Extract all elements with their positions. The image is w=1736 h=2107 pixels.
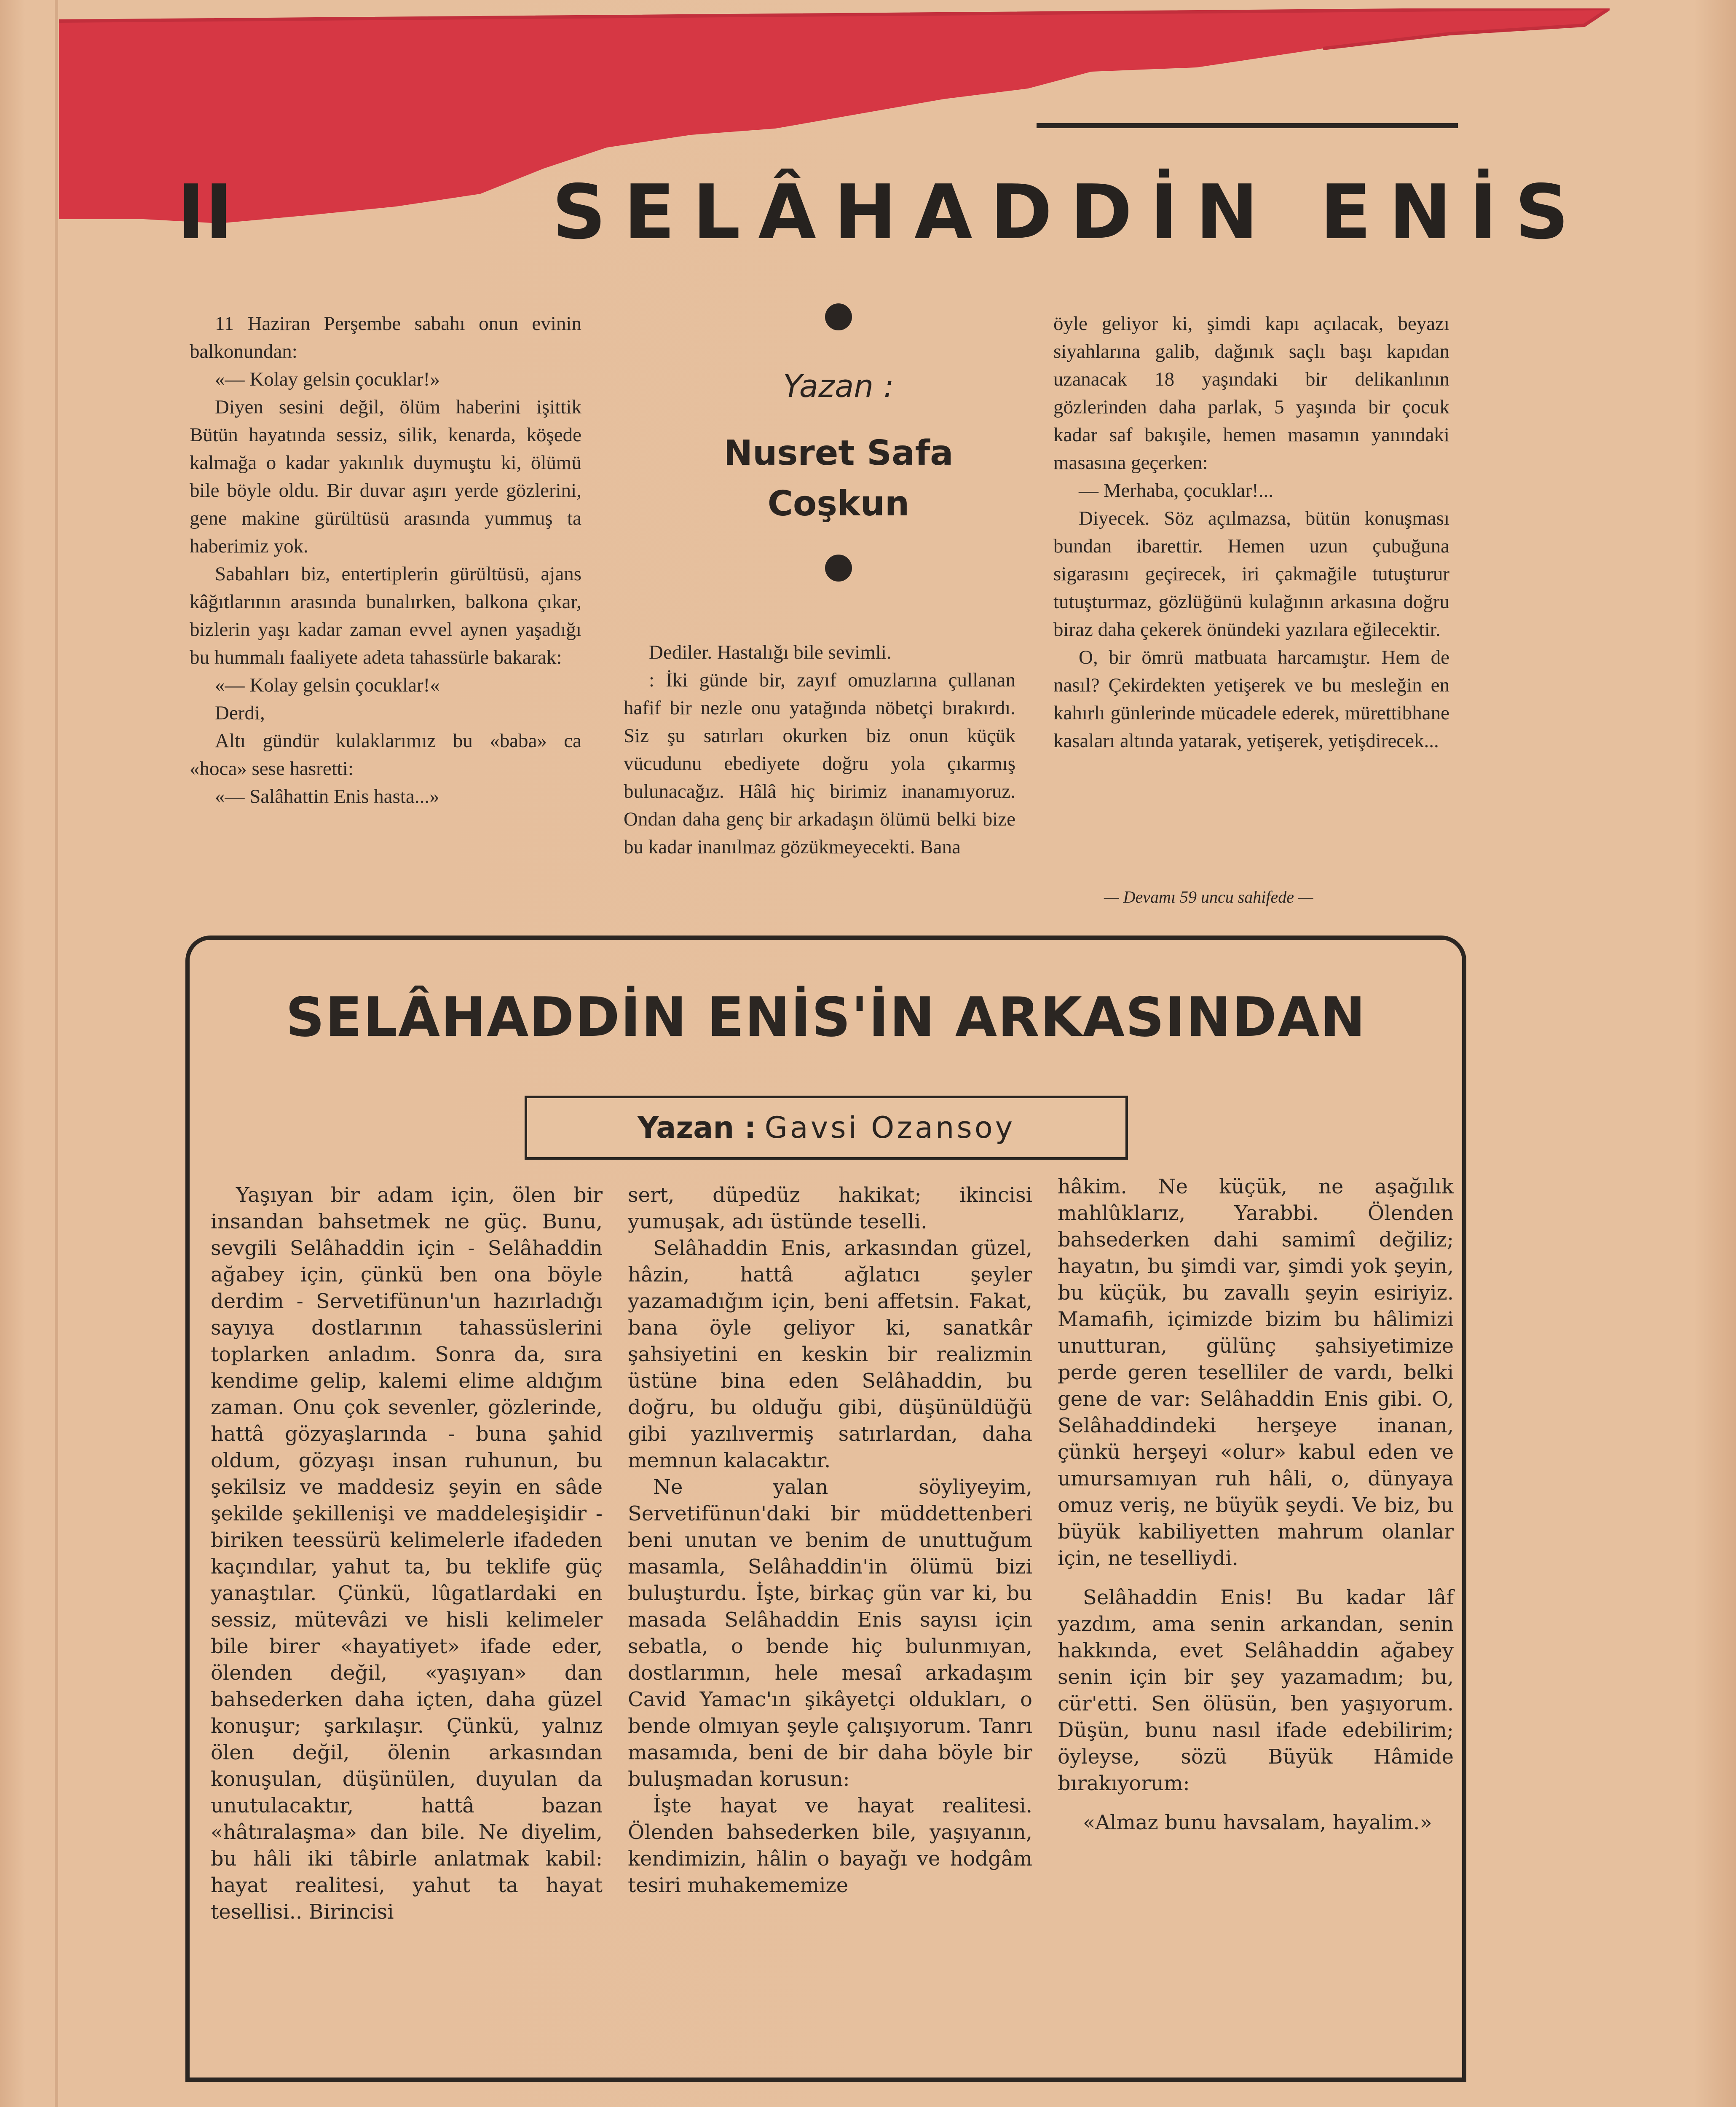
continued-note: — Devamı 59 uncu sahifede —: [1104, 887, 1313, 906]
article1-paragraph: 11 Haziran Perşembe sabahı onun evinin balkonundan:: [190, 313, 581, 362]
masthead-title: SELÂHADDİN ENİS: [552, 169, 1587, 256]
author-name-line2: Coşkun: [767, 484, 910, 524]
article1-paragraph: Derdi,: [215, 702, 265, 724]
author-name-line1: Nusret Safa: [723, 433, 954, 473]
article2-paragraph: Ne yalan söyliyeyim, Servetifünun'daki bir müddettenberi beni unutan ve benim de unuttuğum masamla, Selâhaddin'in ölümü bizi buluşturdu. İşte, birkaç gün var ki, bu masada Selâhaddin Enis sayısı için sebatla, o bende hiç bulunmıyan, dostlarımın, hele mesaî arkadaşım Cavid Yamac'ın şikâyetçi oldukları, o bende olmıyan şeyle çalışıyorum. Tanrı masamıda, beni de bir daha böyle bir buluşmadan korusun:: [628, 1475, 1032, 1791]
author-name: Gavsi Ozansoy: [764, 1110, 1015, 1145]
bullet-dot-icon: [825, 303, 852, 330]
article1-paragraph: O, bir ömrü matbuata harcamıştır. Hem de nasıl? Çekirdekten yetişerek ve bu mesleğin en kahırlı günlerinde mücadele ederek, mürettibhane kasaları altında yatarak, yetişerek, yetişdirecek...: [1053, 646, 1449, 752]
bullet-dot-icon: [825, 555, 852, 582]
article1-column2: [624, 638, 1015, 861]
article1-paragraph: : İki günde bir, zayıf omuzlarına çullanan hafif bir nezle onu yatağında nöbetçi bırakırdı. Siz şu satırları okurken biz onun küçük vücudunu ebediyete doğru yola çıkarmış bulunacağız. Hâlâ hiç birimiz inanamıyoruz. Ondan daha genç bir arkadaşın ölümü belki bize bu kadar inanılmaz gözükmeyecekti. Bana: [624, 669, 1015, 858]
article1-paragraph: Altı gündür kulaklarımız bu «baba» ca «hoca» sese hasretti:: [190, 730, 581, 780]
article2-paragraph: İşte hayat ve hayat realitesi. Ölenden bahsederken bile, yaşıyanın, kendimizin, hâlin o bayağı ve hodgâm tesiri muhakememize: [628, 1794, 1032, 1897]
article1-paragraph: Sabahları biz, entertiplerin gürültüsü, ajans kâğıtlarının arasında bunalırken, balkona çıkar, bizlerin yaşı kadar zaman evvel aynen yaşadığı bu hummalı faaliyete adeta tahassürle bakarak:: [190, 563, 581, 668]
byline-label: Yazan :: [783, 368, 894, 405]
article1-column1: [190, 310, 581, 810]
masthead-fragment: II: [177, 169, 233, 256]
article2-paragraph: Selâhaddin Enis! Bu kadar lâf yazdım, ama senin arkandan, senin hakkında, evet Selâhaddin ağabey senin için bir şey yazamadım; bu, cür'etti. Sen ölüsün, ben yaşıyorum. Düşün, bunu nasıl ifade edebilirim; öyleyse, sözü Büyük Hâmide bırakıyorum:: [1058, 1586, 1454, 1795]
top-rule: [1037, 123, 1458, 128]
article2-column1: [211, 1182, 603, 1925]
article1-paragraph: «— Kolay gelsin çocuklar!»: [215, 368, 440, 390]
article2-column3: [1058, 1174, 1454, 1836]
article2-column2: [628, 1182, 1032, 1899]
article1-paragraph: — Merhaba, çocuklar!...: [1079, 480, 1273, 501]
article1-paragraph: «— Kolay gelsin çocuklar!«: [215, 674, 440, 696]
article1-paragraph: Diyen sesini değil, ölüm haberini işittik Bütün hayatında sessiz, silik, kenarda, köşede kalmağa o kadar yakınlık duymuştu ki, ölümü bile böyle oldu. Bir duvar aşırı yerde gözlerini, gene makine gürültüsü arasında yummuş ta haberimiz yok.: [190, 396, 581, 557]
article2-paragraph: «Almaz bunu havsalam, hayalim.»: [1083, 1811, 1432, 1834]
article1-byline: [649, 303, 1028, 582]
article1-paragraph: «— Salâhattin Enis hasta...»: [215, 785, 439, 807]
page-fold: [55, 0, 58, 2107]
article2-paragraph: Selâhaddin Enis, arkasından güzel, hâzin, hattâ ağlatıcı şeyler yazamadığım için, beni affetsin. Fakat, bana öyle geliyor ki, sanatkâr şahsiyetini en keskin bir realizmin üstüne bina eden Selâhaddin, bu doğru, bu olduğu gibi, düşünüldüğü gibi yazılıvermiş satırlardan, daha memnun kalacaktır.: [628, 1236, 1032, 1472]
article2-paragraph: Yaşıyan bir adam için, ölen bir insandan bahsetmek ne güç. Bunu, sevgili Selâhaddin için - Selâhaddin ağabey için, çünkü ben ona böyle derdim - Servetifünun'un hazırladığı sayıya dostlarının tahassüslerini toplarken anladım. Sonra da, sıra kendime gelip, kalemi elime aldığım zaman. Onu çok sevenler, gözlerinde, hattâ gözyaşlarında - buna şahid oldum, gözyaşı insan ruhunun, bu şekilsiz ve maddesiz şeyin en sâde şekilde şekillenişi ve maddeleşişidir - biriken teessürü kelimelerle ifadeden kaçındılar, yahut ta, bu teklife güç yanaştılar. Çünkü, lûgatlardaki en sessiz, mütevâzi ve hisli kelimeler bile birer «hayatiyet» ifade eder, ölenden değil, «yaşıyan» dan bahsederken daha içten, daha güzel konuşur; şarkılaşır. Çünkü, yalnız ölen değil, ölenin arkasından konuşulan, düşünülen, duyulan da unutulacaktır, hattâ bazan «hâtıralaşma» dan bile. Ne diyelim, bu hâli iki tâbirle anlatmak kabil: hayat realitesi, yahut ta hayat tesellisi.. Birincisi: [211, 1183, 603, 1924]
article2-title: SELÂHADDİN ENİS'İN ARKASINDAN: [285, 986, 1366, 1049]
article2-paragraph: sert, düpedüz hakikat; ikincisi yumuşak, adı üstünde teselli.: [628, 1183, 1032, 1233]
article1-paragraph: Diyecek. Söz açılmazsa, bütün konuşması bundan ibarettir. Hemen uzun çubuğuna sigarasını geçirecek, iri çakmağile tutuşturur tutuşturmaz, gözlüğünü kulağının arkasına doğru biraz daha çekerek önündeki yazılara eğilecektir.: [1053, 507, 1449, 641]
byline-label: Yazan :: [637, 1110, 756, 1145]
article1-paragraph: Dediler. Hastalığı bile sevimli.: [649, 641, 892, 663]
article2-paragraph: hâkim. Ne küçük, ne aşağılık mahlûklarız, Yarabbi. Ölenden bahsederken dahi samimî değiliz; hayatın, bu şimdi var, şimdi yok şeyin, bu küçük, bu zavallı şeyin esiriyiz. Mamafih, içimizde bizim bu hâlimizi unutturan, gülünç şahsiyetimize perde geren teselliler de vardı, belki gene de var: Selâhaddin Enis gibi. O, Selâhaddindeki herşeye inanan, çünkü herşeyi «olur» kabul eden ve umursamıyan ruh hâli, o, dünyaya omuz veriş, ne büyük şeydi. Ve biz, bu büyük kabiliyetten mahrum olanlar için, ne teselliydi.: [1058, 1175, 1454, 1570]
article1-paragraph: öyle geliyor ki, şimdi kapı açılacak, beyazı siyahlarına galib, dağınık saçlı başı kapıdan uzanacak 18 yaşındaki bir delikanlının gözlerinden daha parlak, 5 yaşında bir çocuk kadar saf bakışile, hemen masamın yanındaki masasına geçerken:: [1053, 313, 1449, 474]
article2-byline: [525, 1096, 1128, 1160]
author-name: [649, 428, 1028, 529]
article1-column3: [1053, 310, 1449, 755]
